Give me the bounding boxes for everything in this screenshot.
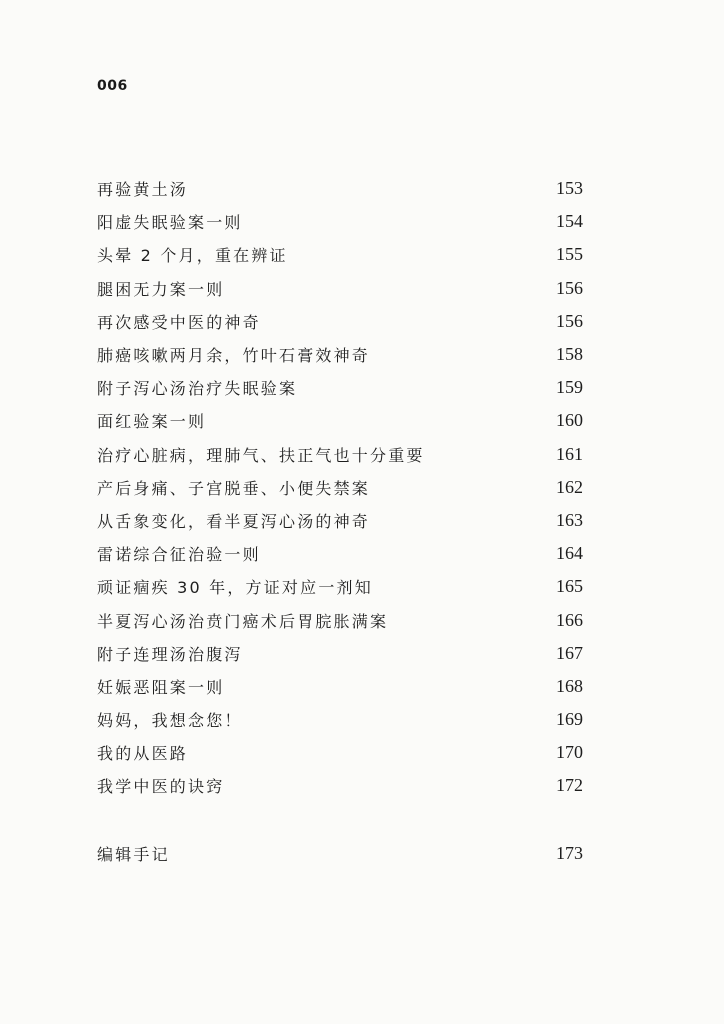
toc-entry-page: 169 — [556, 709, 583, 730]
toc-entry-title: 产后身痛、子宫脱垂、小便失禁案 — [97, 478, 371, 498]
toc-entry — [97, 603, 583, 636]
toc-entry-title: 我学中医的诀窍 — [97, 777, 225, 797]
toc-entry-page: 156 — [556, 310, 583, 331]
toc-entry — [97, 172, 583, 205]
toc-entry-page: 155 — [556, 244, 583, 265]
toc-entry-page: 156 — [556, 277, 583, 298]
toc-entry — [97, 504, 583, 537]
toc-entry-title: 阳虚失眠验案一则 — [97, 213, 243, 233]
toc-entry-title: 从舌象变化，看半夏泻心汤的神奇 — [97, 511, 371, 531]
toc-entry-title: 再次感受中医的神奇 — [97, 312, 261, 332]
toc-entry-page: 163 — [556, 509, 583, 530]
toc-entry-afterword — [97, 837, 583, 870]
toc-entry-page: 173 — [556, 843, 583, 864]
toc-entry-page: 161 — [556, 443, 583, 464]
toc-entry-page: 158 — [556, 344, 583, 365]
toc-entry-page: 162 — [556, 476, 583, 497]
toc-entry-page: 170 — [556, 742, 583, 763]
toc-entry-title: 肺癌咳嗽两月余，竹叶石膏效神奇 — [97, 346, 371, 366]
toc-entry-title: 我的从医路 — [97, 744, 189, 764]
toc-entry — [97, 205, 583, 238]
table-of-contents — [97, 172, 583, 803]
toc-entry — [97, 438, 583, 471]
toc-entry — [97, 404, 583, 437]
toc-entry-page: 160 — [556, 410, 583, 431]
toc-entry — [97, 736, 583, 769]
toc-entry-page: 165 — [556, 576, 583, 597]
toc-entry-page: 159 — [556, 377, 583, 398]
toc-entry — [97, 272, 583, 305]
toc-entry-page: 167 — [556, 642, 583, 663]
toc-entry — [97, 305, 583, 338]
toc-entry-title: 附子泻心汤治疗失眠验案 — [97, 379, 298, 399]
toc-entry — [97, 670, 583, 703]
toc-entry-title: 治疗心脏病，理肺气、扶正气也十分重要 — [97, 445, 425, 465]
toc-entry-title: 半夏泻心汤治贲门癌术后胃脘胀满案 — [97, 611, 389, 631]
page-number: 006 — [97, 78, 128, 94]
toc-entry — [97, 471, 583, 504]
toc-entry — [97, 769, 583, 802]
toc-entry-page: 172 — [556, 775, 583, 796]
toc-entry-title: 面红验案一则 — [97, 412, 207, 432]
toc-entry-title: 腿困无力案一则 — [97, 279, 225, 299]
toc-entry — [97, 537, 583, 570]
toc-entry-page: 168 — [556, 675, 583, 696]
toc-entry-page: 153 — [556, 178, 583, 199]
toc-entry — [97, 570, 583, 603]
toc-entry-page: 166 — [556, 609, 583, 630]
toc-entry — [97, 637, 583, 670]
toc-entry — [97, 338, 583, 371]
toc-entry-title: 再验黄土汤 — [97, 180, 189, 200]
toc-entry — [97, 703, 583, 736]
toc-entry-page: 164 — [556, 543, 583, 564]
toc-entry-title: 编辑手记 — [97, 845, 170, 865]
toc-entry-title: 雷诺综合征治验一则 — [97, 545, 261, 565]
toc-entry-page: 154 — [556, 211, 583, 232]
toc-entry-title: 妊娠恶阻案一则 — [97, 677, 225, 697]
toc-entry-title: 妈妈，我想念您！ — [97, 711, 243, 731]
toc-entry-title: 顽证痼疾 30 年，方证对应一剂知 — [97, 578, 373, 598]
toc-entry — [97, 238, 583, 271]
toc-entry-title: 头晕 2 个月，重在辨证 — [97, 246, 288, 266]
toc-entry-title: 附子连理汤治腹泻 — [97, 644, 243, 664]
toc-entry — [97, 371, 583, 404]
